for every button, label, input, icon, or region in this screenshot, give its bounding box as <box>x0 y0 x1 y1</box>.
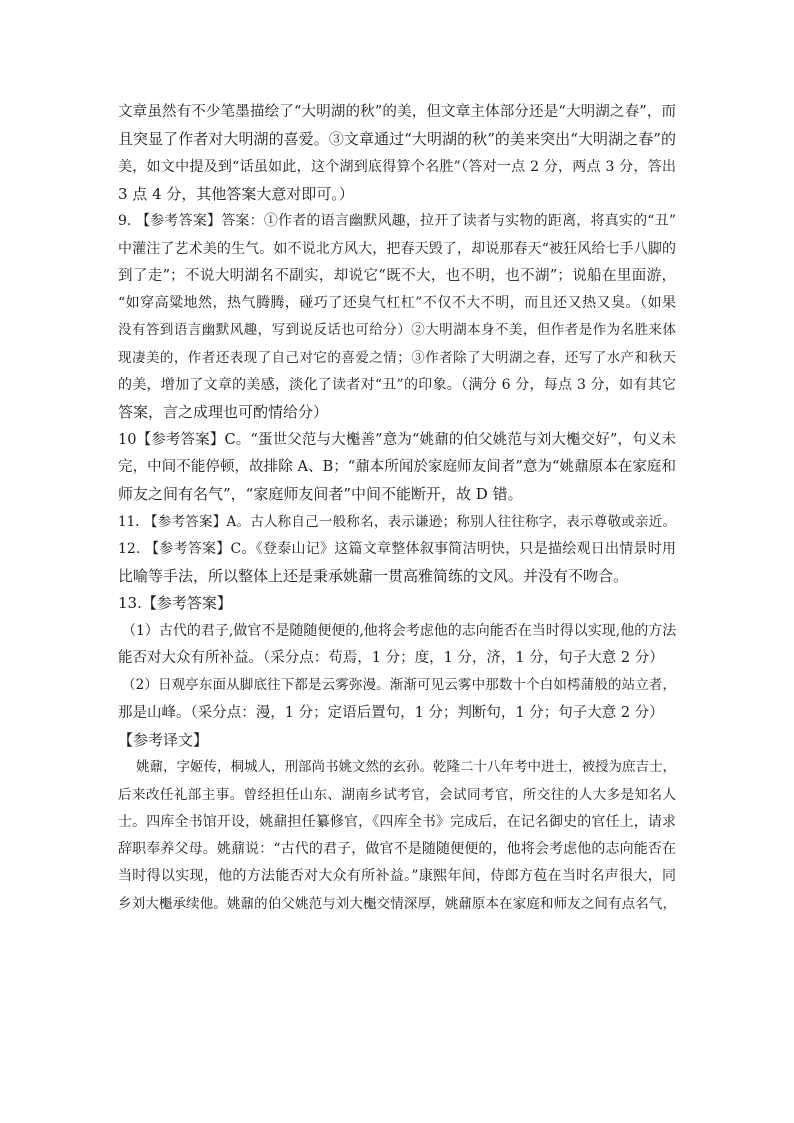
text-line: 12. 【参考答案】C。《登泰山记》这篇文章整体叙事简洁明快，只是描绘观日出情景时用 <box>118 540 676 557</box>
text-line: 【参考译文】 <box>118 730 209 749</box>
text-line: 的美，增加了文章的美感，淡化了读者对“丑”的印象。（满分 6 分，每点 3 分，如有其它 <box>118 377 676 393</box>
text-line: 完，中间不能停顿，故排除 A、B；“鼐本所闻於家庭师友间者”意为“姚鼐原本在家庭和 <box>118 458 676 475</box>
text-line: 师友之间有名气”，“家庭师友间者”中间不能断开，故 D 错。 <box>118 485 523 504</box>
text-line: 那是山峰。（采分点：漫，1 分；定语后置句，1 分；判断句，1 分；句子大意 2 分） <box>118 704 664 721</box>
text-line: 10【参考答案】C。“蛋世父范与大櫆善”意为“姚鼐的伯父姚范与刘大櫆交好”，句义未 <box>118 431 676 448</box>
text-line: “如穿高粱地然，热气腾腾，碰巧了还臭气杠杠”不仅不大不明，而且还又热又臭。（如果 <box>118 295 676 312</box>
text-line: 没有答到语言幽默风趣，写到说反话也可给分）②大明湖本身不美，但作者是作为名胜来体 <box>118 322 676 339</box>
text-line: 9. 【参考答案】答案：①作者的语言幽默风趣，拉开了读者与实物的距离，将真实的“丑” <box>118 213 676 230</box>
text-line: 士。四库全书馆开设，姚鼐担任纂修官，《四库全书》完成后，在记名御史的官任上，请求 <box>118 813 676 830</box>
text-line: 辞职奉养父母。姚鼐说：“古代的君子，做官不是随随便便的，他将会考虑他的志向能否在 <box>118 841 676 858</box>
text-line: 现凄美的，作者还表现了自己对它的喜爱之情；③作者除了大明湖之春，还写了水产和秋天 <box>118 349 676 366</box>
text-line: 能否对大众有所补益。（采分点：苟焉，1 分；度，1 分，济，1 分，句子大意 2 分） <box>118 650 664 666</box>
text-line: （1）古代的君子,做官不是随随便便的,他将会考虑他的志向能否在当时得以实现,他的方法 <box>122 622 677 639</box>
text-line: 美，如文中提及到“话虽如此，这个湖到底得算个名胜”（答对一点 2 分，两点 3 分，答出 <box>118 158 676 175</box>
text-line: 当时得以实现，他的方法能否对大众有所补益。”康熙年间，侍郎方苞在当时名声很大，同 <box>118 868 676 885</box>
text-line: 文章虽然有不少笔墨描绘了“大明湖的秋”的美，但文章主体部分还是“大明湖之春”，而 <box>118 104 676 120</box>
text-line: 中灌注了艺术美的生气。如不说北方风大，把春天毁了，却说那春天“被狂风给七手八脚的 <box>118 240 676 257</box>
text-line: 11. 【参考答案】A。古人称自己一般称名，表示谦逊；称别人往往称字，表示尊敬或亲近。 <box>118 513 676 530</box>
text-line: 3 点 4 分，其他答案大意对即可。） <box>118 184 354 203</box>
text-line: 乡刘大櫆承续他。姚鼐的伯父姚范与刘大櫆交情深厚，姚鼐原本在家庭和师友之间有点名气， <box>118 895 676 912</box>
text-line: 姚鼐，字姬传，桐城人，刑部尚书姚文然的玄孙。乾隆二十八年考中进士，被授为庶吉士， <box>136 759 676 776</box>
text-line: 13.【参考答案】 <box>118 594 232 613</box>
text-line: 比喻等手法，所以整体上还是秉承姚鼐一贯高雅简练的文风。并没有不吻合。 <box>118 567 629 586</box>
text-line: （2）日观亭东面从脚底往下都是云雾弥漫。渐渐可见云雾中那数十个白如樗蒲般的站立者， <box>122 677 676 694</box>
text-line: 到了走”；不说大明湖名不副实，却说它“既不大，也不明，也不湖”；说船在里面游， <box>118 267 676 284</box>
text-line: 答案，言之成理也可酌情给分） <box>118 403 329 422</box>
text-line: 且突显了作者对大明湖的喜爱。③文章通过“大明湖的秋”的美来突出“大明湖之春”的 <box>118 130 676 149</box>
text-line: 后来改任礼部主事。曾经担任山东、湖南乡试考官，会试同考官，所交往的人大多是知名人 <box>118 786 676 803</box>
